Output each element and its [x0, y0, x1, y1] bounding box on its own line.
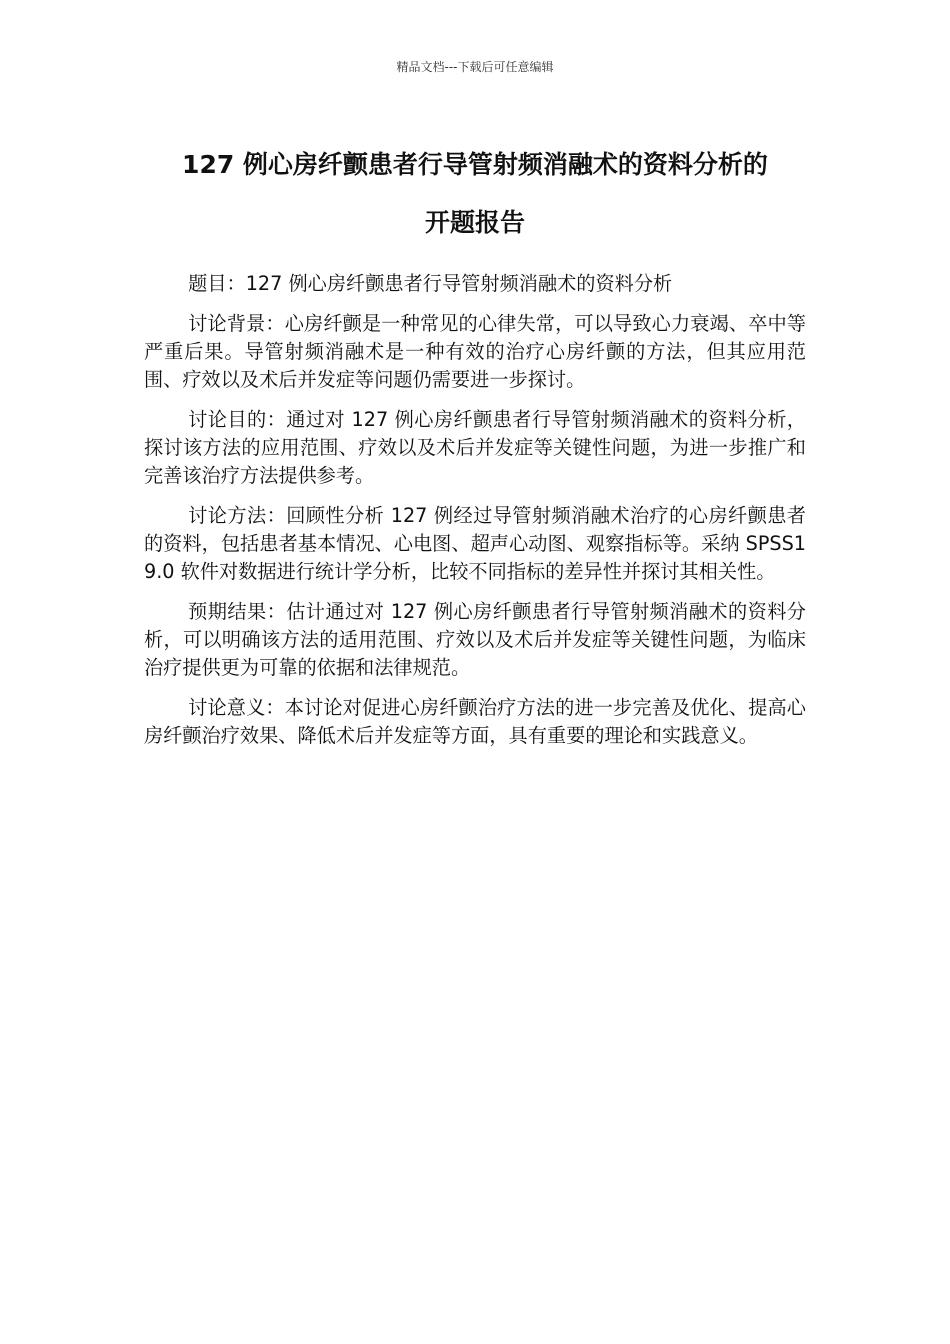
paragraph-topic: 题目：127 例心房纤颤患者行导管射频消融术的资料分析 — [188, 272, 673, 295]
paragraph-objective: 讨论目的：通过对 127 例心房纤颤患者行导管射频消融术的资料分析，探讨该方法的应用范围、疗效以及术后并发症等关键性问题，为进一步推广和完善该治疗方法提供参考。 — [144, 408, 806, 487]
paragraph-expected-result: 预期结果：估计通过对 127 例心房纤颤患者行导管射频消融术的资料分析，可以明确该方法的适用范围、疗效以及术后并发症等关键性问题，为临床治疗提供更为可靠的依据和法律规范。 — [144, 600, 806, 679]
paragraph-method: 讨论方法：回顾性分析 127 例经过导管射频消融术治疗的心房纤颤患者的资料，包括患者基本情况、心电图、超声心动图、观察指标等。采纳 SPSS19.0 软件对数据进行统计学分析，比较不同指标的差异性并探讨其相关性。 — [144, 504, 806, 583]
paragraph-significance: 讨论意义：本讨论对促进心房纤颤治疗方法的进一步完善及优化、提高心房纤颤治疗效果、降低术后并发症等方面，具有重要的理论和实践意义。 — [144, 696, 806, 747]
header-note: 精品文档---下载后可任意编辑 — [396, 60, 554, 74]
title-line-1: 127 例心房纤颤患者行导管射频消融术的资料分析的 — [182, 150, 768, 179]
paragraph-background: 讨论背景：心房纤颤是一种常见的心律失常，可以导致心力衰竭、卒中等严重后果。导管射频消融术是一种有效的治疗心房纤颤的方法，但其应用范围、疗效以及术后并发症等问题仍需要进一步探讨。 — [144, 312, 806, 391]
title-line-2: 开题报告 — [424, 208, 525, 237]
document-title — [120, 136, 830, 252]
document-body — [144, 270, 806, 762]
